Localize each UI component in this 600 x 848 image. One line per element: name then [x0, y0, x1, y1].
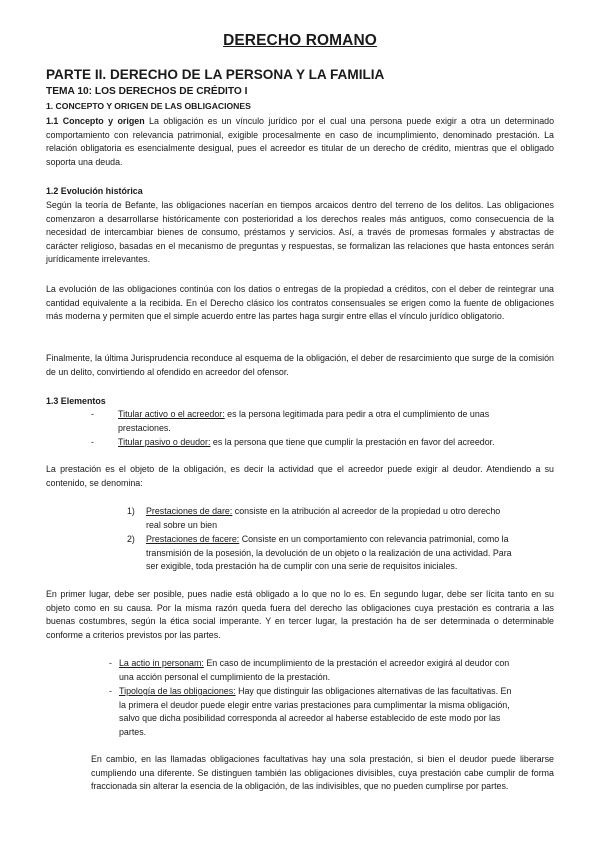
list-term: Prestaciones de facere: [146, 534, 240, 544]
document-title: DERECHO ROMANO [223, 32, 377, 49]
list-text-continued: la primera el deudor puede elegir entre varias prestaciones para cumplimentar la misma obligación, [119, 699, 510, 710]
list-text-continued: real sobre un bien [146, 519, 218, 530]
final-paragraph: En cambio, en las llamadas obligaciones facultativas hay una sola prestación, si bien el deudor puede liberarse cumpliendo una diferente. Se distinguen también las obligaciones divisibles, cuya prestación cabe cumplir de forma fraccionada sin alterar la esencia de la obligación, de las indivisibles, que no pueden cumplirse por partes. [91, 754, 554, 792]
concept-text: La obligación es un vínculo jurídico por el cual una persona puede exigir a otra un determinado comportamiento con relevancia patrimonial, exigible procesalmente en caso de incumplimiento, denominado prestación. La relación obligatoria es esencialmente desigual, pues el acreedor es titular de un derecho de crédito, mientras que el obligado soporta una deuda. [46, 116, 555, 167]
list-text-continued: prestaciones. [118, 422, 171, 433]
history-heading: 1.2 Evolución histórica [46, 186, 143, 196]
list-term: Tipología de las obligaciones: [119, 686, 236, 696]
part-title: PARTE II. DERECHO DE LA PERSONA Y LA FAMILIA [46, 67, 385, 82]
list-term: La actio in personam: [119, 658, 204, 668]
list-text: consiste en la atribución al acreedor de la propiedad u otro derecho [232, 506, 501, 516]
list-number: 2) [127, 534, 135, 544]
list-text-continued: partes. [119, 726, 147, 737]
list-term: Titular activo o el acreedor: [118, 409, 225, 419]
list-text-continued: una acción personal el cumplimiento de la prestación. [119, 671, 331, 682]
requisitos-paragraph: En primer lugar, debe ser posible, pues nadie está obligado a lo que no lo es. En segundo lugar, debe ser lícita tanto en su objeto como en su causa. Por la misma razón queda fuera del derecho las obligaciones cuya prestación es contraria a las buenas costumbres, según la ética social imperante. Y en tercer lugar, la prestación ha de ser determinada o determinable conforme a criterios previstos por las partes. [46, 589, 554, 640]
history-paragraph-1: Según la teoría de Befante, las obligaciones nacerían en tiempos arcaicos dentro del terreno de los delitos. Las obligaciones comenzaron a desarrollarse históricamente con posterioridad a los derechos reales más antiguos, como consecuencia de la necesidad de intercambiar bienes de consumo, préstamos y servicios. Así, a través de promesas formales y abstractas de carácter religioso, basadas en el mecanismo de preguntas y respuestas, se formalizan las relaciones que hasta entonces serán jurídicamente irrelevantes. [46, 200, 554, 265]
history-paragraph-2: La evolución de las obligaciones continúa con los datios o entregas de la propiedad a créditos, con el deber de reintegrar una cantidad equivalente a la recibida. En el Derecho clásico los contratos consensuales se erigen como la fuente de obligaciones más moderna y permiten que el simple acuerdo entre las partes haga surgir entre ellas el vínculo jurídico obligatorio. [46, 284, 554, 322]
concept-label: 1.1 Concepto y origen [46, 116, 145, 126]
list-text: es la persona que tiene que cumplir la prestación en favor del acreedor. [210, 437, 495, 447]
list-text: En caso de incumplimiento de la prestación el acreedor exigirá al deudor con [203, 658, 510, 668]
list-term: Titular pasivo o deudor: [118, 437, 211, 447]
concept-paragraph [46, 115, 554, 169]
list-text: Consiste en un comportamiento con relevancia patrimonial, como la [239, 534, 509, 544]
list-term: Prestaciones de dare: [146, 506, 233, 516]
prestacion-intro: La prestación es el objeto de la obligación, es decir la actividad que el acreedor puede exigir al deudor. Atendiendo a su contenido, se denomina: [46, 464, 554, 488]
list-dash: - [91, 409, 94, 419]
list-dash: - [109, 658, 112, 668]
tema-heading: TEMA 10: LOS DERECHOS DE CRÉDITO I [46, 86, 248, 97]
list-number: 1) [127, 506, 135, 516]
list-text-continued: salvo que dicha posibilidad corresponda al acreedor al haberse establecido de este modo por las [119, 713, 501, 724]
history-paragraph-3: Finalmente, la última Jurisprudencia reconduce al esquema de la obligación, el deber de resarcimiento que surge de la comisión de un delito, convirtiendo al ofendido en acreedor del ofensor. [46, 353, 554, 377]
list-dash: - [91, 437, 94, 447]
list-text-continued: transmisión de la posesión, la devolución de un objeto o la realización de una actividad. Para [146, 547, 512, 558]
list-text: Hay que distinguir las obligaciones alternativas de las facultativas. En [235, 686, 512, 696]
list-text-continued: ser exigible, toda prestación ha de cumplir con una serie de requisitos iniciales. [146, 561, 458, 572]
list-dash: - [109, 686, 112, 696]
elements-heading: 1.3 Elementos [46, 396, 106, 406]
section-heading: 1. CONCEPTO Y ORIGEN DE LAS OBLIGACIONES [46, 101, 251, 111]
list-text: es la persona legitimada para pedir a otra el cumplimiento de unas [224, 409, 490, 419]
